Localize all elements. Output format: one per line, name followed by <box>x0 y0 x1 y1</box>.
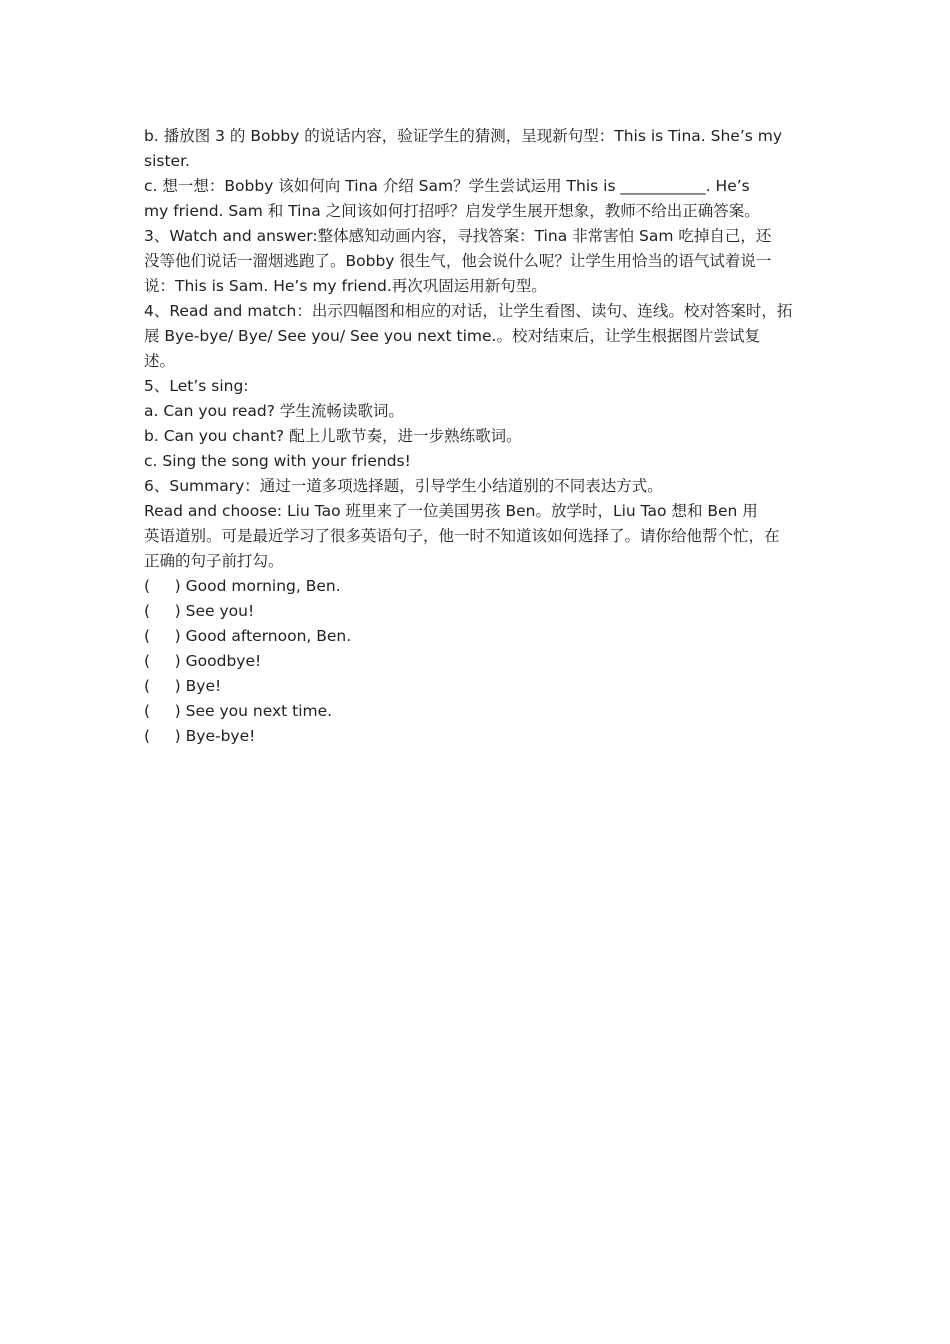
text-line: sister. <box>144 152 190 170</box>
text-line: 6、Summary：通过一道多项选择题，引导学生小结道别的不同表达方式。 <box>144 477 663 495</box>
text-line: b. 播放图 3 的 Bobby 的说话内容，验证学生的猜测，呈现新句型：This is Tina. She’s my <box>144 127 783 145</box>
choice-option: ( ) Bye-bye! <box>144 727 256 745</box>
text-line: 述。 <box>144 352 176 370</box>
text-line: 没等他们说话一溜烟逃跑了。Bobby 很生气，他会说什么呢？让学生用恰当的语气试着说一 <box>144 252 772 270</box>
text-line: 5、Let’s sing: <box>144 377 249 395</box>
choice-option: ( ) Good morning, Ben. <box>144 577 341 595</box>
text-line: a. Can you read? 学生流畅读歌词。 <box>144 402 404 420</box>
choice-option: ( ) See you next time. <box>144 702 333 720</box>
text-line: 英语道别。可是最近学习了很多英语句子，他一时不知道该如何选择了。请你给他帮个忙，在 <box>144 527 780 545</box>
choice-option: ( ) Goodbye! <box>144 652 262 670</box>
text-line: Read and choose: Liu Tao 班里来了一位美国男孩 Ben。放学时，Liu Tao 想和 Ben 用 <box>144 502 758 520</box>
text-line: 4、Read and match：出示四幅图和相应的对话，让学生看图、读句、连线。校对答案时，拓 <box>144 302 793 320</box>
text-line: 3、Watch and answer:整体感知动画内容，寻找答案：Tina 非常害怕 Sam 吃掉自己，还 <box>144 227 772 245</box>
choice-option: ( ) See you! <box>144 602 255 620</box>
choice-option: ( ) Bye! <box>144 677 222 695</box>
text-line: 说：This is Sam. He’s my friend.再次巩固运用新句型。 <box>144 277 547 295</box>
text-line: my friend. Sam 和 Tina 之间该如何打招呼？启发学生展开想象，教师不给出正确答案。 <box>144 202 760 220</box>
text-line: c. 想一想：Bobby 该如何向 Tina 介绍 Sam？学生尝试运用 This is ___________. He’s <box>144 177 750 195</box>
choice-option: ( ) Good afternoon, Ben. <box>144 627 352 645</box>
text-line: 展 Bye-bye/ Bye/ See you/ See you next time.。校对结束后，让学生根据图片尝试复 <box>144 327 760 345</box>
document-body <box>144 124 810 749</box>
text-line: b. Can you chant? 配上儿歌节奏，进一步熟练歌词。 <box>144 427 522 445</box>
text-line: 正确的句子前打勾。 <box>144 552 284 570</box>
text-line: c. Sing the song with your friends! <box>144 452 411 470</box>
